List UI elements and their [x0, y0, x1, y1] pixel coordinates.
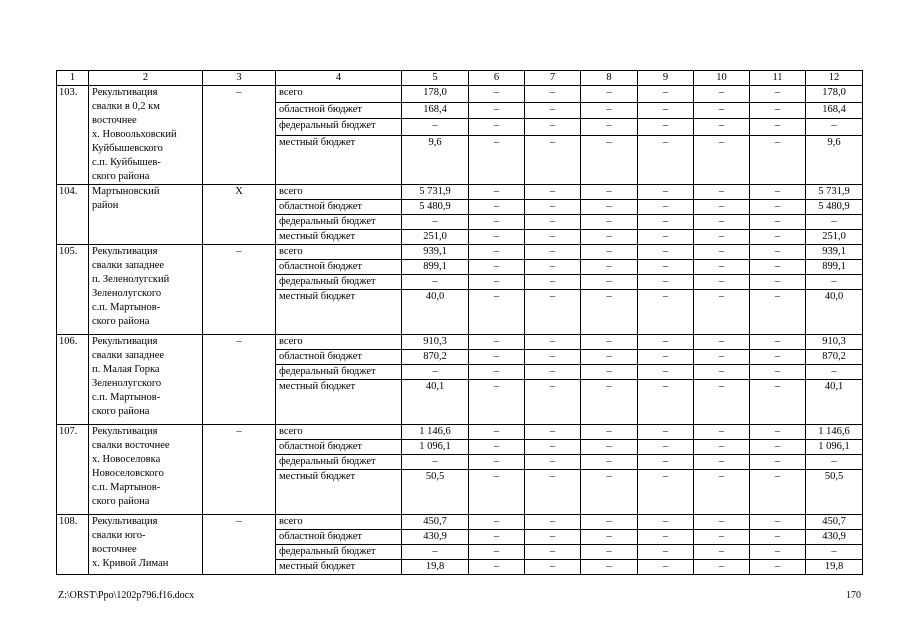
- budget-value-cell: 899,1: [402, 260, 469, 275]
- object-name-cell: [89, 245, 203, 335]
- budget-value-cell: –: [581, 260, 638, 275]
- table-row: [57, 515, 863, 530]
- budget-value-cell: –: [469, 560, 525, 575]
- budget-source-label: федеральный бюджет: [276, 365, 402, 380]
- budget-value-cell: –: [638, 275, 694, 290]
- budget-value-cell: –: [638, 200, 694, 215]
- object-name-line: ского района: [92, 406, 150, 417]
- budget-source-label: областной бюджет: [276, 350, 402, 365]
- budget-value-cell: –: [581, 290, 638, 335]
- column-number-cell: 5: [402, 71, 469, 86]
- budget-value-cell: –: [469, 350, 525, 365]
- object-name-line: х. Новоольховский: [92, 129, 177, 140]
- budget-source-label: всего: [276, 425, 402, 440]
- budget-value-cell: –: [469, 545, 525, 560]
- budget-value-cell: 910,3: [402, 335, 469, 350]
- budget-value-cell: 450,7: [806, 515, 863, 530]
- column-number-cell: 2: [89, 71, 203, 86]
- budget-source-label: федеральный бюджет: [276, 455, 402, 470]
- budget-value-cell: 5 480,9: [402, 200, 469, 215]
- column-number-cell: 8: [581, 71, 638, 86]
- budget-value-cell: –: [581, 245, 638, 260]
- budget-value-cell: –: [638, 530, 694, 545]
- budget-value-cell: –: [638, 350, 694, 365]
- budget-value-cell: 50,5: [806, 470, 863, 515]
- column-number-cell: 9: [638, 71, 694, 86]
- footer-file-path: Z:\ORST\Ppo\1202p796.f16.docx: [58, 590, 195, 601]
- budget-value-cell: –: [581, 350, 638, 365]
- budget-value-cell: –: [750, 545, 806, 560]
- budget-value-cell: –: [694, 260, 750, 275]
- budget-value-cell: –: [750, 335, 806, 350]
- object-name-line: х. Новоселовка: [92, 454, 161, 465]
- budget-value-cell: 1 146,6: [402, 425, 469, 440]
- budget-value-cell: 430,9: [402, 530, 469, 545]
- budget-value-cell: –: [694, 365, 750, 380]
- budget-value-cell: –: [525, 290, 581, 335]
- budget-value-cell: –: [750, 470, 806, 515]
- budget-value-cell: 939,1: [402, 245, 469, 260]
- budget-value-cell: 899,1: [806, 260, 863, 275]
- table-row: [57, 335, 863, 350]
- object-name-line: Рекультивация: [92, 426, 158, 437]
- budget-value-cell: –: [469, 380, 525, 425]
- object-name-line: Новоселовского: [92, 468, 164, 479]
- budget-value-cell: –: [525, 230, 581, 245]
- budget-value-cell: –: [525, 185, 581, 200]
- column-3-cell: –: [203, 86, 276, 185]
- budget-value-cell: –: [525, 245, 581, 260]
- budget-value-cell: 40,1: [402, 380, 469, 425]
- object-name-line: Рекультивация: [92, 246, 158, 257]
- budget-value-cell: –: [694, 215, 750, 230]
- budget-value-cell: –: [525, 365, 581, 380]
- budget-value-cell: –: [638, 425, 694, 440]
- budget-value-cell: –: [469, 119, 525, 136]
- budget-value-cell: –: [806, 455, 863, 470]
- budget-value-cell: –: [750, 425, 806, 440]
- budget-value-cell: –: [525, 380, 581, 425]
- budget-value-cell: –: [469, 260, 525, 275]
- budget-value-cell: –: [750, 440, 806, 455]
- budget-value-cell: –: [750, 185, 806, 200]
- budget-value-cell: –: [581, 560, 638, 575]
- budget-value-cell: –: [581, 200, 638, 215]
- budget-value-cell: –: [638, 440, 694, 455]
- budget-value-cell: –: [469, 440, 525, 455]
- budget-value-cell: –: [694, 440, 750, 455]
- budget-value-cell: 178,0: [402, 86, 469, 103]
- budget-value-cell: –: [750, 86, 806, 103]
- budget-value-cell: –: [469, 335, 525, 350]
- budget-source-label: местный бюджет: [276, 380, 402, 425]
- budget-value-cell: –: [750, 135, 806, 185]
- budget-value-cell: –: [638, 515, 694, 530]
- budget-value-cell: 5 480,9: [806, 200, 863, 215]
- column-number-cell: 1: [57, 71, 89, 86]
- budget-value-cell: –: [402, 119, 469, 136]
- column-3-cell: Х: [203, 185, 276, 245]
- budget-value-cell: –: [750, 560, 806, 575]
- budget-source-label: всего: [276, 515, 402, 530]
- footer-page-number: 170: [846, 590, 861, 601]
- budget-value-cell: –: [750, 200, 806, 215]
- budget-value-cell: –: [469, 425, 525, 440]
- budget-value-cell: –: [806, 275, 863, 290]
- object-name-line: х. Кривой Лиман: [92, 558, 169, 569]
- budget-table: [56, 70, 863, 575]
- column-number-cell: 3: [203, 71, 276, 86]
- budget-value-cell: –: [750, 455, 806, 470]
- budget-value-cell: –: [638, 102, 694, 119]
- budget-value-cell: –: [638, 185, 694, 200]
- budget-value-cell: 40,1: [806, 380, 863, 425]
- object-name-line: Зеленолугского: [92, 378, 162, 389]
- budget-value-cell: –: [581, 230, 638, 245]
- row-number-cell: 107.: [57, 425, 89, 515]
- budget-source-label: федеральный бюджет: [276, 215, 402, 230]
- budget-value-cell: –: [402, 545, 469, 560]
- budget-value-cell: 19,8: [402, 560, 469, 575]
- object-name-line: Мартыновский: [92, 186, 160, 197]
- budget-value-cell: –: [581, 455, 638, 470]
- budget-value-cell: –: [750, 119, 806, 136]
- column-number-cell: 7: [525, 71, 581, 86]
- object-name-line: ского района: [92, 171, 150, 182]
- budget-source-label: федеральный бюджет: [276, 275, 402, 290]
- budget-value-cell: –: [638, 290, 694, 335]
- table-row: [57, 86, 863, 103]
- object-name-cell: [89, 425, 203, 515]
- budget-source-label: областной бюджет: [276, 530, 402, 545]
- budget-value-cell: 5 731,9: [806, 185, 863, 200]
- column-3-cell: –: [203, 425, 276, 515]
- budget-value-cell: –: [581, 335, 638, 350]
- budget-value-cell: –: [694, 335, 750, 350]
- budget-value-cell: –: [750, 365, 806, 380]
- budget-value-cell: –: [638, 260, 694, 275]
- budget-value-cell: –: [525, 86, 581, 103]
- budget-value-cell: –: [525, 515, 581, 530]
- budget-value-cell: –: [694, 230, 750, 245]
- budget-source-label: областной бюджет: [276, 200, 402, 215]
- object-name-line: ского района: [92, 496, 150, 507]
- budget-value-cell: 40,0: [806, 290, 863, 335]
- object-name-line: п. Зеленолугский: [92, 274, 170, 285]
- budget-value-cell: –: [750, 530, 806, 545]
- budget-value-cell: –: [469, 135, 525, 185]
- budget-value-cell: 9,6: [402, 135, 469, 185]
- budget-value-cell: –: [694, 86, 750, 103]
- budget-value-cell: –: [638, 86, 694, 103]
- column-3-cell: –: [203, 515, 276, 575]
- budget-value-cell: –: [525, 135, 581, 185]
- budget-value-cell: –: [694, 185, 750, 200]
- object-name-line: свалки юго-: [92, 530, 146, 541]
- budget-source-label: всего: [276, 185, 402, 200]
- budget-value-cell: –: [469, 275, 525, 290]
- object-name-line: Рекультивация: [92, 516, 158, 527]
- budget-value-cell: 19,8: [806, 560, 863, 575]
- budget-value-cell: 168,4: [806, 102, 863, 119]
- budget-value-cell: –: [402, 275, 469, 290]
- budget-value-cell: –: [694, 245, 750, 260]
- budget-source-label: местный бюджет: [276, 230, 402, 245]
- budget-value-cell: –: [694, 560, 750, 575]
- object-name-line: ского района: [92, 316, 150, 327]
- budget-source-label: областной бюджет: [276, 102, 402, 119]
- budget-value-cell: –: [402, 215, 469, 230]
- column-number-cell: 6: [469, 71, 525, 86]
- budget-source-label: федеральный бюджет: [276, 119, 402, 136]
- budget-value-cell: –: [525, 425, 581, 440]
- budget-value-cell: –: [469, 86, 525, 103]
- budget-value-cell: –: [525, 215, 581, 230]
- budget-value-cell: –: [806, 119, 863, 136]
- budget-source-label: местный бюджет: [276, 470, 402, 515]
- budget-value-cell: –: [581, 425, 638, 440]
- budget-value-cell: –: [469, 365, 525, 380]
- budget-value-cell: –: [469, 455, 525, 470]
- object-name-line: восточнее: [92, 544, 137, 555]
- budget-value-cell: –: [469, 290, 525, 335]
- budget-value-cell: 251,0: [806, 230, 863, 245]
- object-name-line: с.п. Мартынов-: [92, 302, 161, 313]
- object-name-line: Зеленолугского: [92, 288, 162, 299]
- budget-value-cell: –: [469, 185, 525, 200]
- budget-value-cell: –: [581, 470, 638, 515]
- budget-value-cell: –: [581, 530, 638, 545]
- budget-value-cell: –: [638, 135, 694, 185]
- budget-value-cell: –: [469, 102, 525, 119]
- budget-value-cell: 168,4: [402, 102, 469, 119]
- object-name-line: Куйбышевского: [92, 143, 163, 154]
- budget-value-cell: –: [694, 135, 750, 185]
- budget-value-cell: –: [694, 200, 750, 215]
- budget-value-cell: –: [806, 545, 863, 560]
- budget-value-cell: 40,0: [402, 290, 469, 335]
- budget-value-cell: –: [525, 470, 581, 515]
- budget-value-cell: –: [469, 530, 525, 545]
- object-name-line: свалки западнее: [92, 260, 165, 271]
- row-number-cell: 105.: [57, 245, 89, 335]
- budget-value-cell: –: [638, 215, 694, 230]
- budget-value-cell: 450,7: [402, 515, 469, 530]
- budget-value-cell: –: [469, 470, 525, 515]
- budget-value-cell: –: [469, 245, 525, 260]
- budget-value-cell: –: [638, 545, 694, 560]
- budget-value-cell: –: [581, 135, 638, 185]
- budget-source-label: всего: [276, 245, 402, 260]
- budget-value-cell: –: [525, 545, 581, 560]
- row-number-cell: 106.: [57, 335, 89, 425]
- table-row: [57, 185, 863, 200]
- budget-value-cell: –: [638, 455, 694, 470]
- budget-value-cell: –: [525, 335, 581, 350]
- budget-value-cell: –: [581, 215, 638, 230]
- table-row: [57, 245, 863, 260]
- budget-value-cell: –: [581, 275, 638, 290]
- table-row: [57, 425, 863, 440]
- budget-value-cell: –: [750, 350, 806, 365]
- object-name-line: свалки в 0,2 км: [92, 101, 160, 112]
- budget-value-cell: –: [525, 560, 581, 575]
- object-name-line: восточнее: [92, 115, 137, 126]
- budget-source-label: всего: [276, 86, 402, 103]
- budget-value-cell: 178,0: [806, 86, 863, 103]
- budget-value-cell: –: [581, 365, 638, 380]
- budget-source-label: местный бюджет: [276, 290, 402, 335]
- budget-value-cell: –: [402, 365, 469, 380]
- budget-value-cell: 939,1: [806, 245, 863, 260]
- budget-value-cell: –: [581, 440, 638, 455]
- budget-value-cell: –: [525, 260, 581, 275]
- object-name-line: район: [92, 200, 119, 211]
- object-name-cell: [89, 515, 203, 575]
- budget-value-cell: –: [638, 470, 694, 515]
- object-name-cell: [89, 185, 203, 245]
- object-name-line: Рекультивация: [92, 336, 158, 347]
- budget-value-cell: –: [806, 365, 863, 380]
- budget-value-cell: 870,2: [806, 350, 863, 365]
- budget-value-cell: –: [525, 440, 581, 455]
- column-number-cell: 11: [750, 71, 806, 86]
- budget-value-cell: –: [750, 380, 806, 425]
- budget-source-label: федеральный бюджет: [276, 545, 402, 560]
- budget-value-cell: –: [638, 365, 694, 380]
- budget-value-cell: –: [694, 455, 750, 470]
- budget-value-cell: –: [581, 545, 638, 560]
- budget-value-cell: –: [694, 119, 750, 136]
- budget-value-cell: –: [694, 290, 750, 335]
- budget-value-cell: –: [694, 470, 750, 515]
- budget-value-cell: –: [469, 215, 525, 230]
- row-number-cell: 103.: [57, 86, 89, 185]
- object-name-line: свалки восточнее: [92, 440, 170, 451]
- budget-value-cell: –: [638, 560, 694, 575]
- budget-source-label: областной бюджет: [276, 260, 402, 275]
- table-header-row: [57, 71, 863, 86]
- budget-value-cell: –: [525, 119, 581, 136]
- budget-value-cell: 1 096,1: [806, 440, 863, 455]
- budget-value-cell: –: [750, 260, 806, 275]
- budget-value-cell: –: [694, 102, 750, 119]
- budget-value-cell: –: [525, 350, 581, 365]
- budget-value-cell: –: [581, 185, 638, 200]
- budget-value-cell: –: [750, 515, 806, 530]
- budget-value-cell: –: [469, 230, 525, 245]
- budget-value-cell: –: [581, 86, 638, 103]
- object-name-line: с.п. Мартынов-: [92, 482, 161, 493]
- budget-value-cell: –: [638, 245, 694, 260]
- budget-source-label: местный бюджет: [276, 135, 402, 185]
- budget-value-cell: –: [806, 215, 863, 230]
- row-number-cell: 108.: [57, 515, 89, 575]
- object-name-line: свалки западнее: [92, 350, 165, 361]
- budget-value-cell: 9,6: [806, 135, 863, 185]
- budget-value-cell: –: [402, 455, 469, 470]
- budget-source-label: всего: [276, 335, 402, 350]
- budget-value-cell: –: [694, 380, 750, 425]
- budget-value-cell: –: [750, 102, 806, 119]
- object-name-line: Рекультивация: [92, 87, 158, 98]
- row-number-cell: 104.: [57, 185, 89, 245]
- budget-value-cell: 50,5: [402, 470, 469, 515]
- object-name-line: с.п. Мартынов-: [92, 392, 161, 403]
- budget-value-cell: 1 146,6: [806, 425, 863, 440]
- budget-value-cell: –: [694, 350, 750, 365]
- budget-value-cell: –: [750, 275, 806, 290]
- budget-value-cell: 251,0: [402, 230, 469, 245]
- budget-value-cell: –: [525, 275, 581, 290]
- object-name-line: п. Малая Горка: [92, 364, 160, 375]
- budget-value-cell: –: [525, 102, 581, 119]
- budget-value-cell: –: [581, 102, 638, 119]
- budget-value-cell: –: [638, 380, 694, 425]
- column-3-cell: –: [203, 335, 276, 425]
- object-name-cell: [89, 335, 203, 425]
- column-number-cell: 12: [806, 71, 863, 86]
- budget-value-cell: 870,2: [402, 350, 469, 365]
- budget-value-cell: –: [525, 455, 581, 470]
- budget-value-cell: –: [525, 530, 581, 545]
- budget-value-cell: –: [581, 515, 638, 530]
- budget-value-cell: –: [750, 245, 806, 260]
- budget-value-cell: –: [638, 230, 694, 245]
- budget-value-cell: 1 096,1: [402, 440, 469, 455]
- budget-value-cell: –: [694, 545, 750, 560]
- budget-source-label: местный бюджет: [276, 560, 402, 575]
- budget-value-cell: –: [469, 515, 525, 530]
- budget-value-cell: –: [694, 425, 750, 440]
- budget-value-cell: –: [694, 275, 750, 290]
- object-name-cell: [89, 86, 203, 185]
- budget-value-cell: –: [581, 119, 638, 136]
- budget-value-cell: 430,9: [806, 530, 863, 545]
- budget-value-cell: –: [525, 200, 581, 215]
- budget-source-label: областной бюджет: [276, 440, 402, 455]
- column-3-cell: –: [203, 245, 276, 335]
- budget-value-cell: –: [694, 530, 750, 545]
- budget-value-cell: –: [750, 290, 806, 335]
- budget-value-cell: –: [694, 515, 750, 530]
- budget-value-cell: –: [750, 230, 806, 245]
- budget-value-cell: –: [469, 200, 525, 215]
- column-number-cell: 4: [276, 71, 402, 86]
- budget-value-cell: 910,3: [806, 335, 863, 350]
- column-number-cell: 10: [694, 71, 750, 86]
- budget-value-cell: –: [581, 380, 638, 425]
- object-name-line: с.п. Куйбышев-: [92, 157, 161, 168]
- budget-value-cell: –: [638, 119, 694, 136]
- budget-value-cell: 5 731,9: [402, 185, 469, 200]
- budget-value-cell: –: [750, 215, 806, 230]
- budget-value-cell: –: [638, 335, 694, 350]
